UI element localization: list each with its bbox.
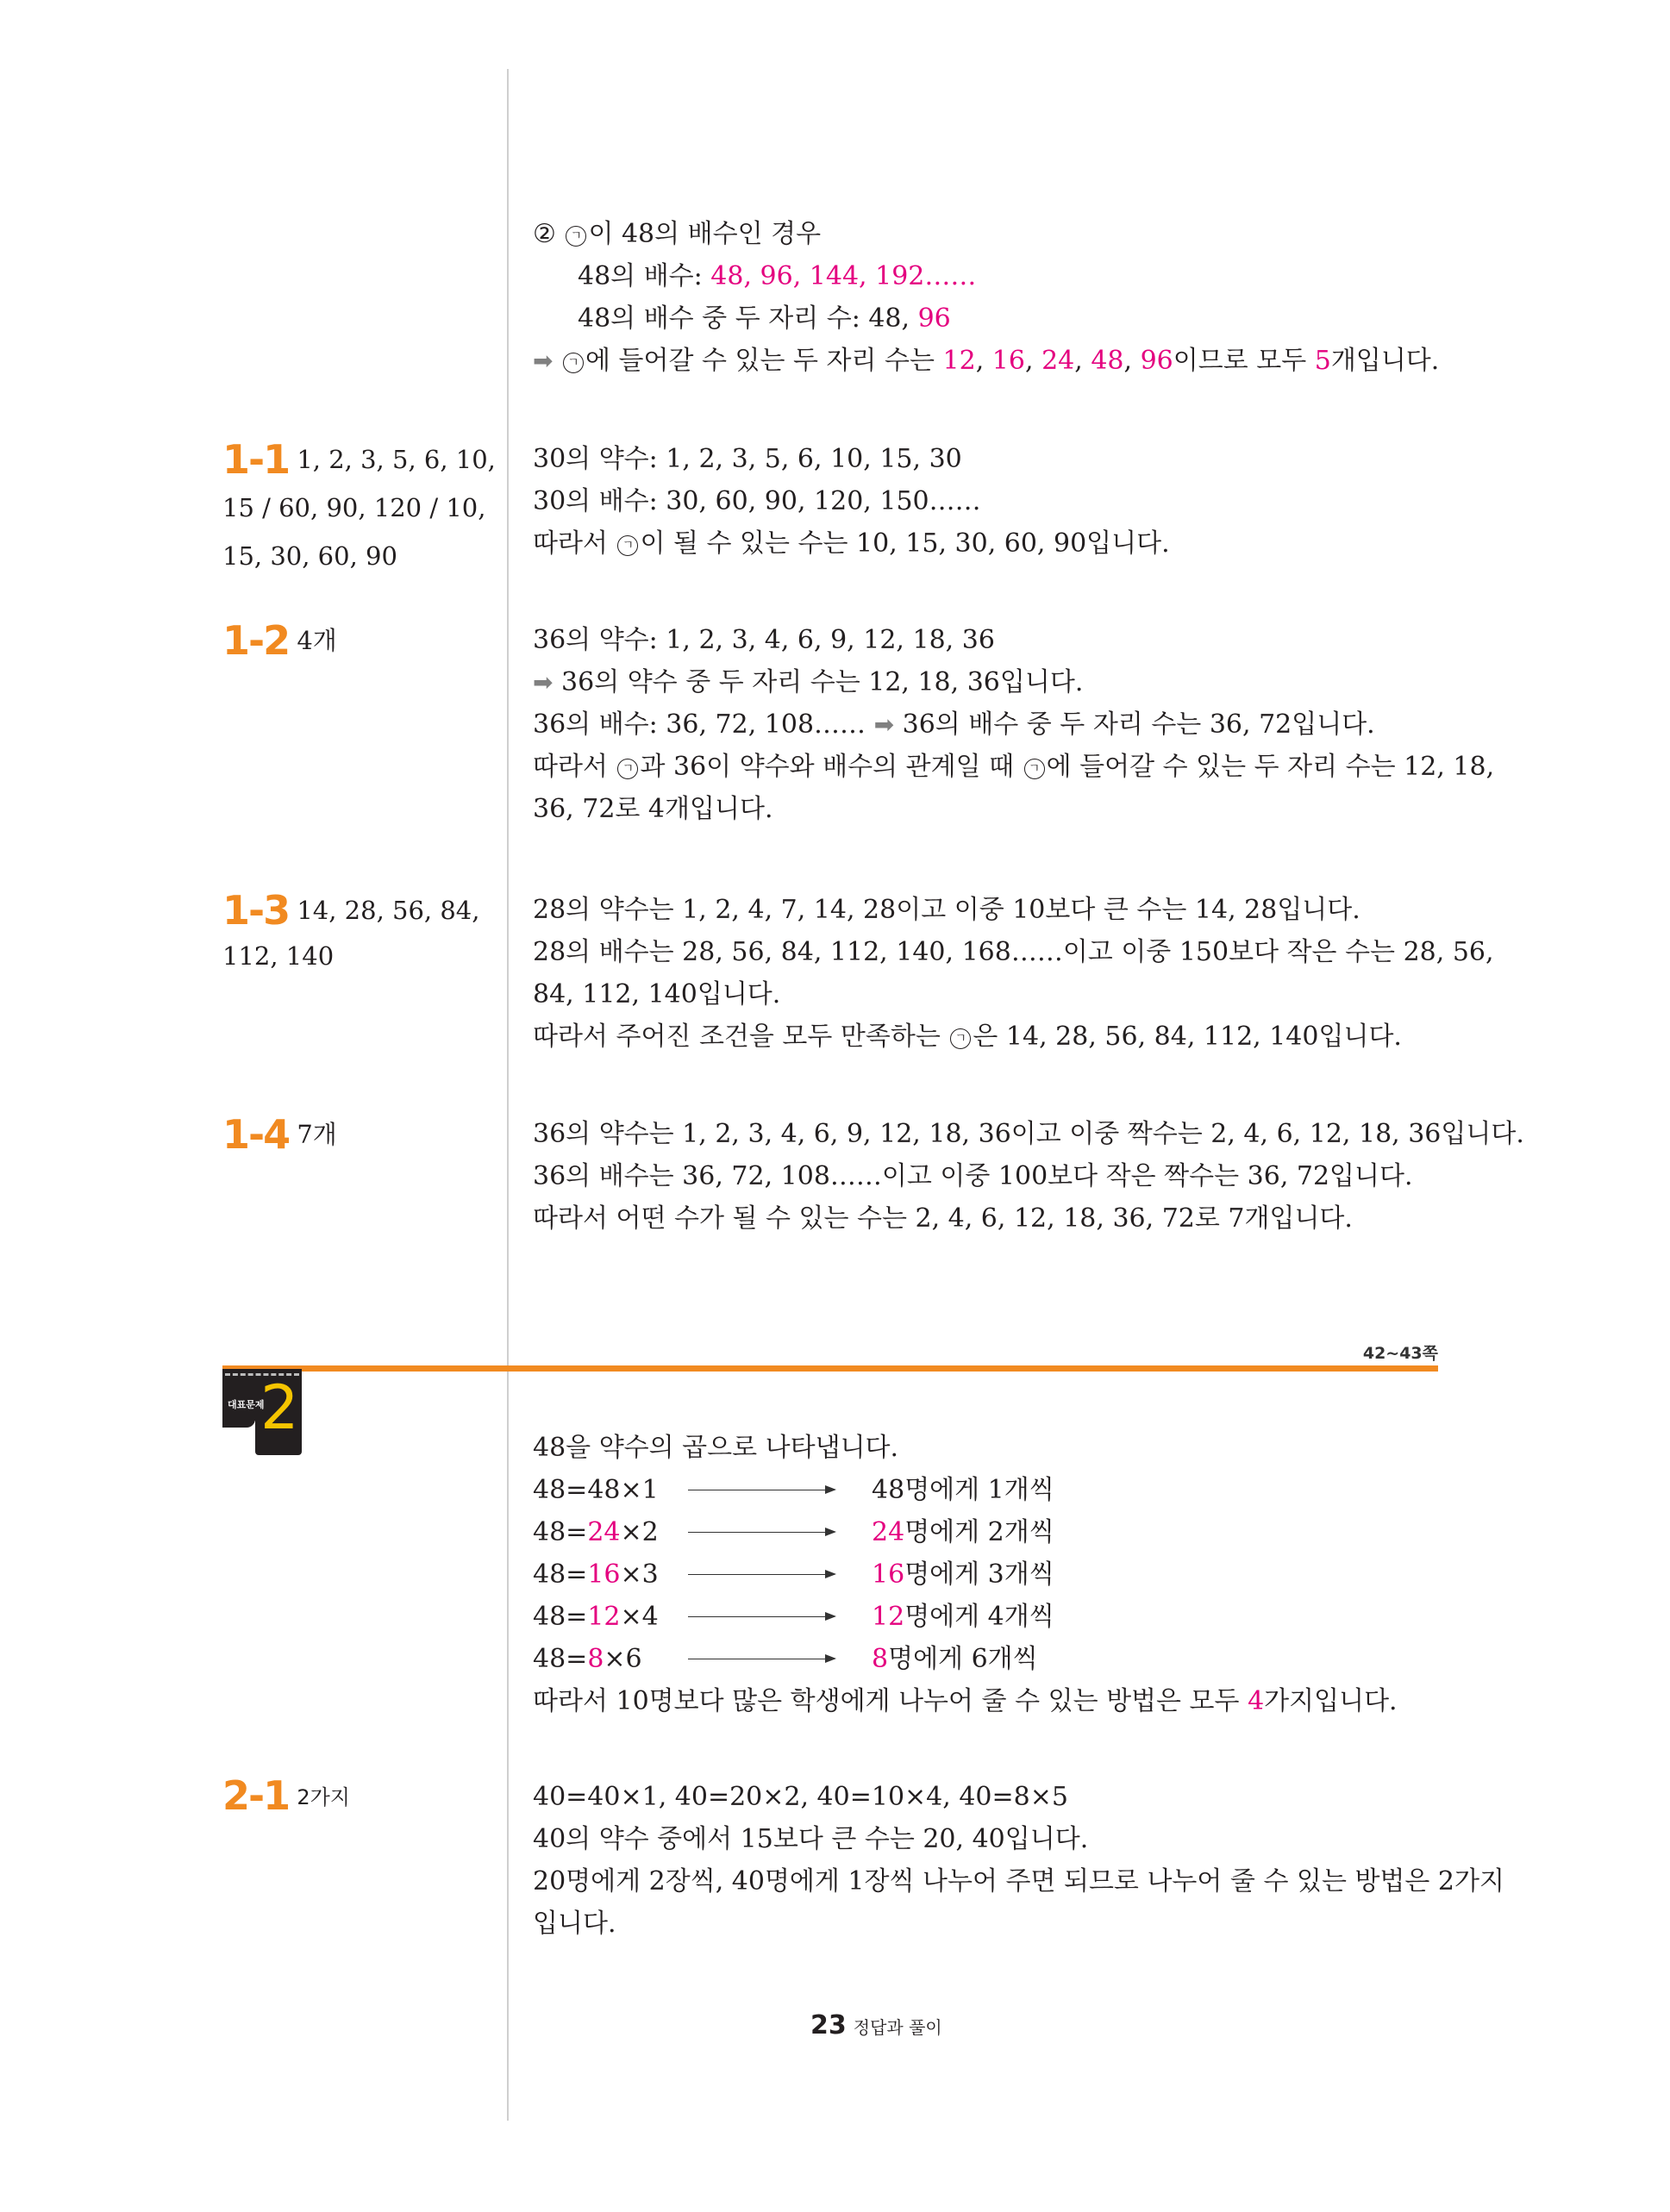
- circled-giyeok-icon: ㄱ: [563, 353, 584, 373]
- problem-number: 1-3: [222, 887, 290, 934]
- long-arrow-icon: [688, 1616, 835, 1617]
- factor-row: 48=8×6 8명에게 6개씩: [533, 1644, 1038, 1674]
- solution-1-3: 28의 약수는 1, 2, 4, 7, 14, 28이고 이중 10보다 큰 수는 14, 28입니다. 28의 배수는 28, 56, 84, 112, 140, 168……이고 이중 150보다 작은 수는 28, 56, 84, 112, 140입니다. 따라서 주어진 조건을 모두 만족하는 ㄱ 은 14, 28, 56, 84, 112, 140입니다.: [533, 895, 1494, 1052]
- problem-number: 1-2: [222, 617, 290, 664]
- answer-1-2: 1-2 4개: [222, 617, 337, 664]
- right-arrow-icon: ➡: [533, 347, 554, 375]
- answer-1-3: 1-3 14, 28, 56, 84, 112, 140: [222, 887, 480, 971]
- factor-row: 48=16×3 16명에게 3개씩: [533, 1559, 1054, 1590]
- solution-1-2: 36의 약수: 1, 2, 3, 4, 6, 9, 12, 18, 36 ➡ 36의 약수 중 두 자리 수는 12, 18, 36입니다. 36의 배수: 36, 72, 108…… ➡ 36의 배수 중 두 자리 수는 36, 72입니다. 따라서 ㄱ 과 36이 약수와 배수의 관계일 때 ㄱ 에 들어갈 수 있는 두 자리 수는 12, 18, 36, 72로 4개입니다.: [533, 625, 1495, 824]
- intro-line-2: 48의 배수: 48, 96, 144, 192……: [578, 261, 977, 291]
- page-footer: [810, 2010, 942, 2040]
- factor-row: 48=48×1 48명에게 1개씩: [533, 1475, 1054, 1505]
- intro-line-4: ➡ ㄱ 에 들어갈 수 있는 두 자리 수는 12, 16, 24, 48, 96이므로 모두 5개입니다.: [533, 346, 1440, 376]
- badge-label: 대표문제: [228, 1399, 265, 1410]
- intro-solution: [533, 213, 1447, 382]
- solution-1-4: 36의 약수는 1, 2, 3, 4, 6, 9, 12, 18, 36이고 이중 짝수는 2, 4, 6, 12, 18, 36입니다. 36의 배수는 36, 72, 108……이고 이중 100보다 작은 짝수는 36, 72입니다. 따라서 어떤 수가 될 수 있는 수는 2, 4, 6, 12, 18, 36, 72로 7개입니다.: [533, 1119, 1524, 1234]
- problem-number: 2-1: [222, 1772, 290, 1819]
- circled-giyeok-icon: ㄱ: [950, 1028, 971, 1049]
- solution-2-1: 40=40×1, 40=20×2, 40=10×4, 40=8×5 40의 약수 중에서 15보다 큰 수는 20, 40입니다. 20명에게 2장씩, 40명에게 1장씩 나누어 주면 되므로 나누어 줄 수 있는 방법은 2가지 입니다.: [533, 1782, 1504, 1939]
- representative-problem-badge: [222, 1369, 302, 1455]
- page-number: 23: [810, 2010, 847, 2040]
- circled-giyeok-icon: ㄱ: [1024, 759, 1045, 779]
- circled-giyeok-icon: ㄱ: [617, 535, 638, 556]
- column-divider: [507, 69, 509, 2121]
- problem-number: 1-4: [222, 1111, 290, 1158]
- answer-1-4: 1-4 7개: [222, 1111, 337, 1158]
- factor-row: 48=12×4 12명에게 4개씩: [533, 1602, 1054, 1632]
- answer-2-1: 2-1 2가지: [222, 1772, 350, 1819]
- page-title: 정답과 풀이: [853, 2017, 942, 2038]
- circled-giyeok-icon: ㄱ: [617, 759, 638, 779]
- badge-number: 2: [260, 1372, 299, 1443]
- intro-line-3: 48의 배수 중 두 자리 수: 48, 96: [578, 303, 951, 334]
- long-arrow-icon: [688, 1532, 835, 1533]
- intro-line-1: ② ㄱ 이 48의 배수인 경우: [533, 219, 822, 249]
- answer-1-1: 1-1 1, 2, 3, 5, 6, 10, 15 / 60, 90, 120 / 10, 15, 30, 60, 90: [222, 436, 496, 571]
- long-arrow-icon: [688, 1574, 835, 1575]
- solution-2: 48을 약수의 곱으로 나타냅니다. 48=48×1 48명에게 1개씩 48=24×2 24명에게 2개씩 48=16×3 16명에게 3개씩 48=12×4 12명에게 4개씩 48=8×6 8명에게 6개씩 따라서 10명보다 많은 학생에게 나누어 줄 수 있는 방법은 모두 4가지입니다.: [533, 1427, 1447, 1722]
- circled-giyeok-icon: ㄱ: [566, 226, 586, 247]
- page-reference: 42~43쪽: [1362, 1344, 1438, 1363]
- right-arrow-icon: ➡: [873, 710, 895, 739]
- right-arrow-icon: ➡: [533, 668, 554, 697]
- problem-number: 1-1: [222, 436, 290, 483]
- factor-row: 48=24×2 24명에게 2개씩: [533, 1517, 1054, 1547]
- solution-1-1: 30의 약수: 1, 2, 3, 5, 6, 10, 15, 30 30의 배수: 30, 60, 90, 120, 150…… 따라서 ㄱ 이 될 수 있는 수는 10, 15, 30, 60, 90입니다.: [533, 444, 1170, 559]
- section-divider: [222, 1365, 1438, 1372]
